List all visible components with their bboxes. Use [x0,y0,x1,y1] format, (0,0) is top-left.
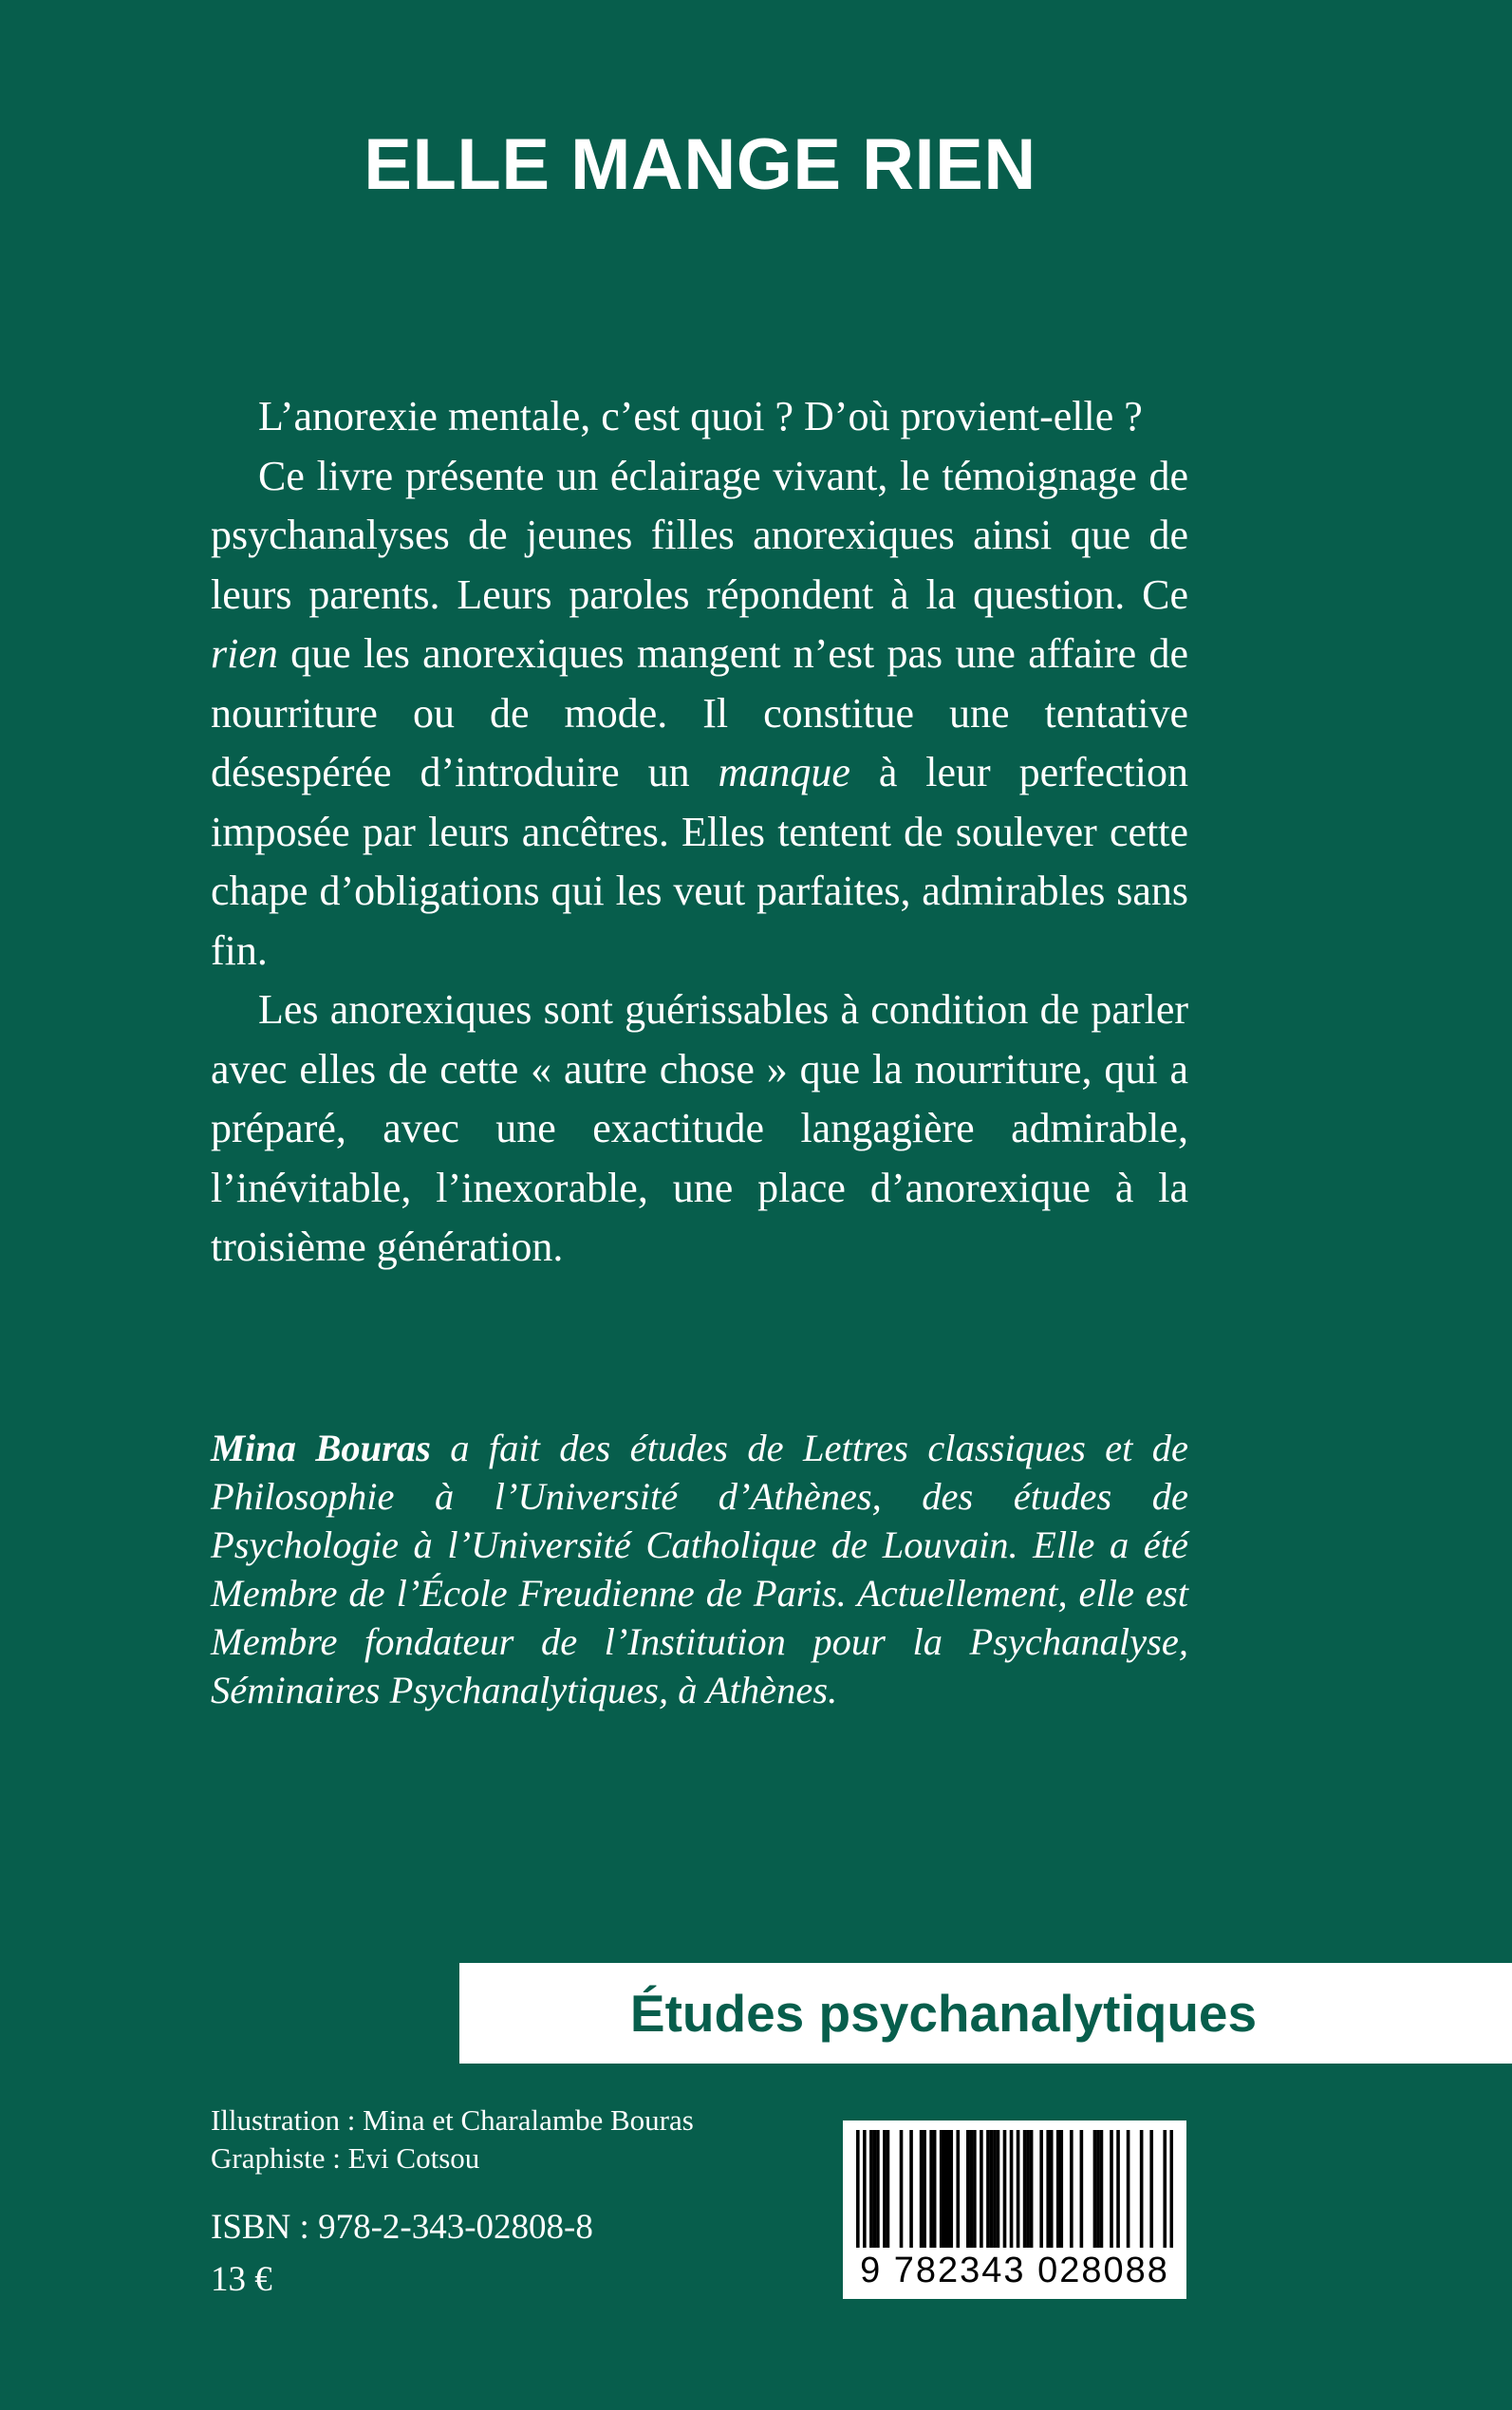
barcode-bar [949,2130,953,2248]
barcode-bar [876,2130,880,2248]
illustration-credit: Illustration : Mina et Charalambe Bouras [211,2103,694,2137]
back-cover-blurb [211,387,1188,1278]
credits [211,2102,694,2177]
barcode-bar [856,2130,860,2248]
barcode-bar [1127,2130,1130,2248]
barcode-bar [986,2130,990,2248]
barcode-bar [993,2130,997,2248]
barcode-bar [940,2130,943,2248]
author-name: Mina Bouras [211,1427,431,1469]
barcode-bar [970,2130,974,2248]
barcode-bar [1080,2130,1084,2248]
barcode-bar [909,2130,913,2248]
barcode [843,2120,1186,2299]
barcode-bar [973,2130,977,2248]
barcode-bar [1096,2130,1100,2248]
barcode-bar [873,2130,877,2248]
barcode-bar [887,2130,890,2248]
author-bio-text: a fait des études de Lettres classiques et de Philosophie à l’Université d’Athènes, des études de Psychologie à l’Université Catholique de Louvain. Elle a été Membre de l’École Freudienne de Paris. Actuellement, elle est Membre fondateur de l’Institution pour la Psychanalyse, Séminaires Psychanalytiques, à Athènes. [211,1427,1188,1711]
blurb-paragraph-3: Les anorexiques sont guérissables à condition de parler avec elles de cette « autre chose » que la nourriture, qui a préparé, avec une exactitude langagière admirable, l’inévitable, l’inexorable, une place d’anorexique à la troisième génération. [211,986,1188,1270]
isbn: ISBN : 978-2-343-02808-8 [211,2208,593,2247]
barcode-digits: 9 782343 028088 [860,2251,1169,2290]
barcode-bar [980,2130,983,2248]
barcode-bar [946,2130,950,2248]
barcode-bar [1010,2130,1014,2248]
barcode-bar [1116,2130,1120,2248]
book-title: ELLE MANGE RIEN [364,124,1036,205]
author-bio [211,1424,1188,1714]
barcode-bar [966,2130,970,2248]
barcode-bar [1046,2130,1050,2248]
barcode-bar [1149,2130,1153,2248]
barcode-bar [1017,2130,1020,2248]
blurb-emphasis-manque: manque [718,749,850,795]
barcode-bar [923,2130,926,2248]
price: 13 € [211,2260,272,2299]
barcode-bar [869,2130,873,2248]
barcode-bars [856,2130,1173,2248]
barcode-bar [1023,2130,1027,2248]
blurb-text-segment: Ce livre présente un éclairage vivant, le témoignage de psychanalyses de jeunes filles anorexiques ainsi que de leurs parents. Leurs paroles répondent à la question. Ce [211,452,1188,618]
blurb-text-segment: à leur perfection imposée par leurs ancêtres. Elles tentent de soulever cette chape d’obligations qui les veut parfaites, admirables sans fin. [211,749,1188,974]
graphiste-credit: Graphiste : Evi Cotsou [211,2141,480,2175]
barcode-bar [1026,2130,1030,2248]
barcode-bar [929,2130,933,2248]
barcode-bar [1110,2130,1113,2248]
barcode-bar [1163,2130,1167,2248]
barcode-bar [883,2130,887,2248]
barcode-bar [1003,2130,1007,2248]
barcode-bar [997,2130,1000,2248]
barcode-bar [943,2130,946,2248]
blurb-emphasis-rien: rien [211,630,278,677]
series-name: Études psychanalytiques [629,1984,1258,2043]
barcode-bar [1039,2130,1043,2248]
barcode-bar [900,2130,904,2248]
blurb-paragraph-2 [211,447,1188,981]
barcode-bar [863,2130,867,2248]
barcode-bar [1056,2130,1060,2248]
barcode-bar [933,2130,937,2248]
barcode-bar [1070,2130,1073,2248]
series-band [459,1963,1512,2064]
barcode-bar [920,2130,924,2248]
barcode-bar [956,2130,960,2248]
barcode-bar [1140,2130,1144,2248]
blurb-paragraph-1: L’anorexie mentale, c’est quoi ? D’où provient-elle ? [258,393,1143,439]
barcode-bar [1093,2130,1097,2248]
blurb-text-segment: que les anorexiques mangent n’est pas une affaire de nourriture ou de mode. Il constitue une tentative désespérée d’introduire un [211,630,1188,795]
barcode-bar [1100,2130,1104,2248]
barcode-bar [990,2130,994,2248]
barcode-bar [1059,2130,1063,2248]
barcode-bar [1050,2130,1054,2248]
barcode-bar [1030,2130,1034,2248]
barcode-bar [1169,2130,1173,2248]
